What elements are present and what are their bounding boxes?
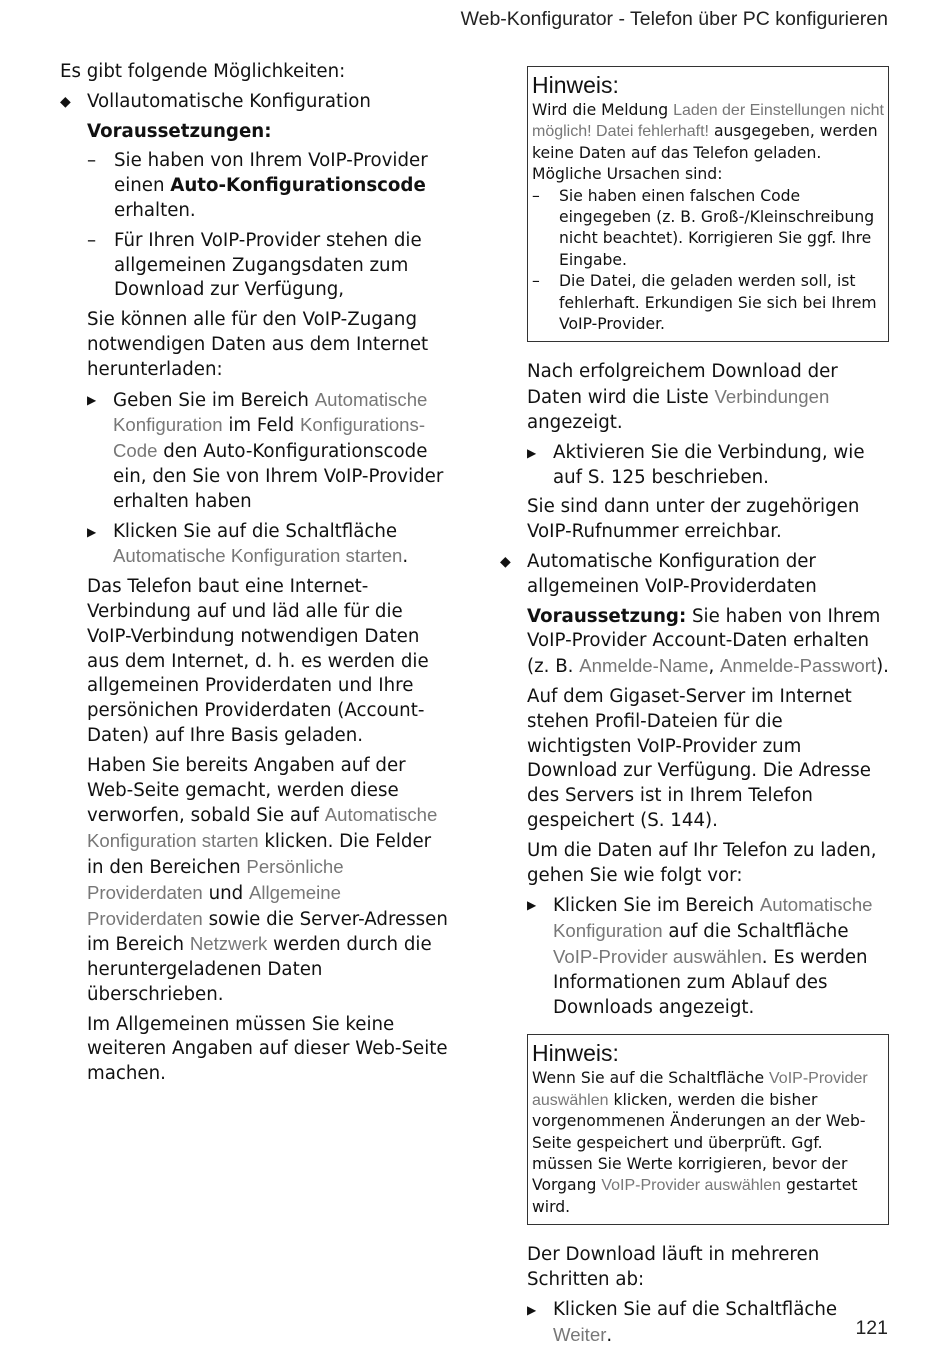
prerequisites-label: Voraussetzungen: — [87, 120, 272, 142]
instruction-step: ▶ Klicken Sie auf die Schaltfläche Weiter. — [527, 1298, 838, 1346]
diamond-bullet-icon: ◆ — [500, 554, 511, 571]
ui-term: Laden der Einstellungen nicht möglich! Datei fehlerhaft! — [532, 102, 884, 141]
instruction-step: ▶ Geben Sie im Bereich Automatische Konfiguration im Feld Konfigurations-Code den Auto-Konfigurationscode ein, den Sie von Ihrem VoIP-Provider erhalten haben — [87, 388, 444, 512]
page-header: Web-Konfigurator - Telefon über PC konfigurieren — [460, 8, 888, 30]
paragraph-general: Im Allgemeinen müssen Sie keine weiteren Angaben auf dieser Web-Seite machen. — [87, 1013, 448, 1085]
paragraph-after-download: Nach erfolgreichem Download der Daten wird die Liste Verbindungen angezeigt. — [527, 361, 838, 434]
ui-term: Automatische Konfiguration starten — [87, 804, 438, 852]
ui-term: Konfigurations-Code — [113, 414, 426, 462]
option-general-provider-data — [500, 550, 889, 600]
ui-term: Automatische Konfiguration — [553, 894, 873, 942]
ui-term: VoIP-Provider auswählen — [553, 946, 762, 967]
note-title: Hinweis: — [532, 1040, 619, 1067]
paragraph-download: Sie können alle für den VoIP-Zugang notwendigen Daten aus dem Internet herunterladen: — [87, 309, 429, 380]
prerequisite-item: – Sie haben von Ihrem VoIP-Provider einen Auto-Konfigurationscode erhalten. — [87, 150, 428, 221]
ui-term: Automatische Konfiguration starten — [113, 545, 403, 567]
option-fully-automatic — [60, 90, 450, 115]
ui-term: Automatische Konfiguration — [113, 388, 428, 436]
ui-term: Anmelde-Passwort — [720, 655, 877, 677]
ui-term: Verbindungen — [714, 386, 830, 408]
triangle-right-icon: ▶ — [87, 524, 97, 539]
dash-marker: – — [532, 186, 540, 205]
auto-config-code-term: Auto-Konfigurationscode — [170, 175, 426, 197]
paragraph-web-data: Haben Sie bereits Angaben auf der Web-Seite gemacht, werden diese verworfen, sobald Sie auf Automatische Konfiguration starten klicken. Die Felder in den Bereichen Persönliche Providerdaten und Allgemeine Providerdaten sowie die Server-Adressen im Bereich Netzwerk werden durch die heruntergeladenen Daten überschrieben. — [87, 754, 448, 1005]
option-title: Automatische Konfiguration der allgemeinen VoIP-Providerdaten — [527, 551, 817, 597]
note-text: Wird die Meldung Laden der Einstellungen nicht möglich! Datei fehlerhaft! ausgegeben, werden keine Daten auf das Telefon geladen. Mögliche Ursachen sind: — [532, 101, 884, 184]
triangle-right-icon: ▶ — [87, 392, 97, 407]
paragraph-gigaset-server: Auf dem Gigaset-Server im Internet stehen Profil-Dateien für die wichtigsten VoIP-Provider zum Download zur Verfügung. Die Adresse des Servers ist in Ihrem Telefon gespeichert (S. 144). — [527, 686, 871, 832]
paragraph-load-data: Um die Daten auf Ihr Telefon zu laden, gehen Sie wie folgt vor: — [527, 839, 877, 886]
dash-marker: – — [532, 272, 540, 291]
intro-text: Es gibt folgende Möglichkeiten: — [60, 61, 346, 82]
triangle-right-icon: ▶ — [527, 445, 537, 460]
triangle-right-icon: ▶ — [527, 1302, 537, 1317]
ui-term: VoIP-Provider auswählen — [532, 1070, 868, 1109]
note-box-error — [527, 66, 889, 342]
note-list-item: – Sie haben einen falschen Code eingegeben (z. B. Groß-/Kleinschreibung nicht beachtet). Korrigieren Sie ggf. Ihre Eingabe. — [532, 186, 875, 269]
ui-term: Allgemeine Providerdaten — [87, 881, 341, 929]
option-title: Vollautomatische Konfiguration — [87, 90, 371, 112]
ui-term: Weiter — [553, 1323, 607, 1345]
paragraph-download-steps: Der Download läuft in mehreren Schritten ab: — [527, 1244, 820, 1291]
diamond-bullet-icon: ◆ — [60, 93, 71, 110]
note-list-item: – Die Datei, die geladen werden soll, ist fehlerhaft. Erkundigen Sie sich bei Ihrem VoIP-Provider. — [532, 272, 877, 334]
instruction-step: ▶ Aktivieren Sie die Verbindung, wie auf S. 125 beschrieben. — [527, 441, 865, 488]
note-text: Wenn Sie auf die Schaltfläche VoIP-Provider auswählen klicken, werden die bisher vorgenommenen Änderungen an der Web-Seite gespeichert und überprüft. Ggf. müssen Sie Werte korrigieren, bevor der Vorgang VoIP-Provider auswählen gestartet wird. — [532, 1069, 868, 1216]
note-title: Hinweis: — [532, 72, 619, 98]
ui-term: Anmelde-Name — [579, 655, 709, 677]
paragraph-phone-connects: Das Telefon baut eine Internet- Verbindung auf und läd alle für die VoIP-Verbindung notwendigen Daten aus dem Internet, d. h. es werden die allgemeinen Providerdaten und Ihre persönichen Providerdaten (Account-Daten) auf Ihre Basis geladen. — [87, 576, 429, 746]
instruction-step: ▶ Klicken Sie im Bereich Automatische Konfiguration auf die Schaltfläche VoIP-Provider auswählen. Es werden Informationen zum Ablauf des Downloads angezeigt. — [527, 894, 873, 1018]
triangle-right-icon: ▶ — [527, 898, 537, 913]
dash-marker: – — [87, 229, 97, 251]
instruction-step: ▶ Klicken Sie auf die Schaltfläche Automatische Konfiguration starten. — [87, 520, 409, 568]
note-box-save — [527, 1034, 889, 1225]
left-column — [60, 60, 450, 1092]
right-column — [500, 60, 889, 1353]
ui-term: Persönliche Providerdaten — [87, 855, 344, 903]
page-number: 121 — [855, 1317, 888, 1339]
paragraph-prerequisite: Voraussetzung: Sie haben von Ihrem VoIP-Provider Account-Daten erhalten (z. B. Anmelde-Name, Anmelde-Passwort). — [527, 605, 889, 678]
ui-term: VoIP-Provider auswählen — [601, 1177, 781, 1195]
prerequisite-item: – Für Ihren VoIP-Provider stehen die allgemeinen Zugangsdaten zum Download zur Verfügung, — [87, 229, 422, 301]
ui-term: Netzwerk — [189, 933, 268, 955]
dash-marker: – — [87, 150, 97, 172]
paragraph-reachable: Sie sind dann unter der zugehörigen VoIP-Rufnummer erreichbar. — [527, 496, 860, 543]
